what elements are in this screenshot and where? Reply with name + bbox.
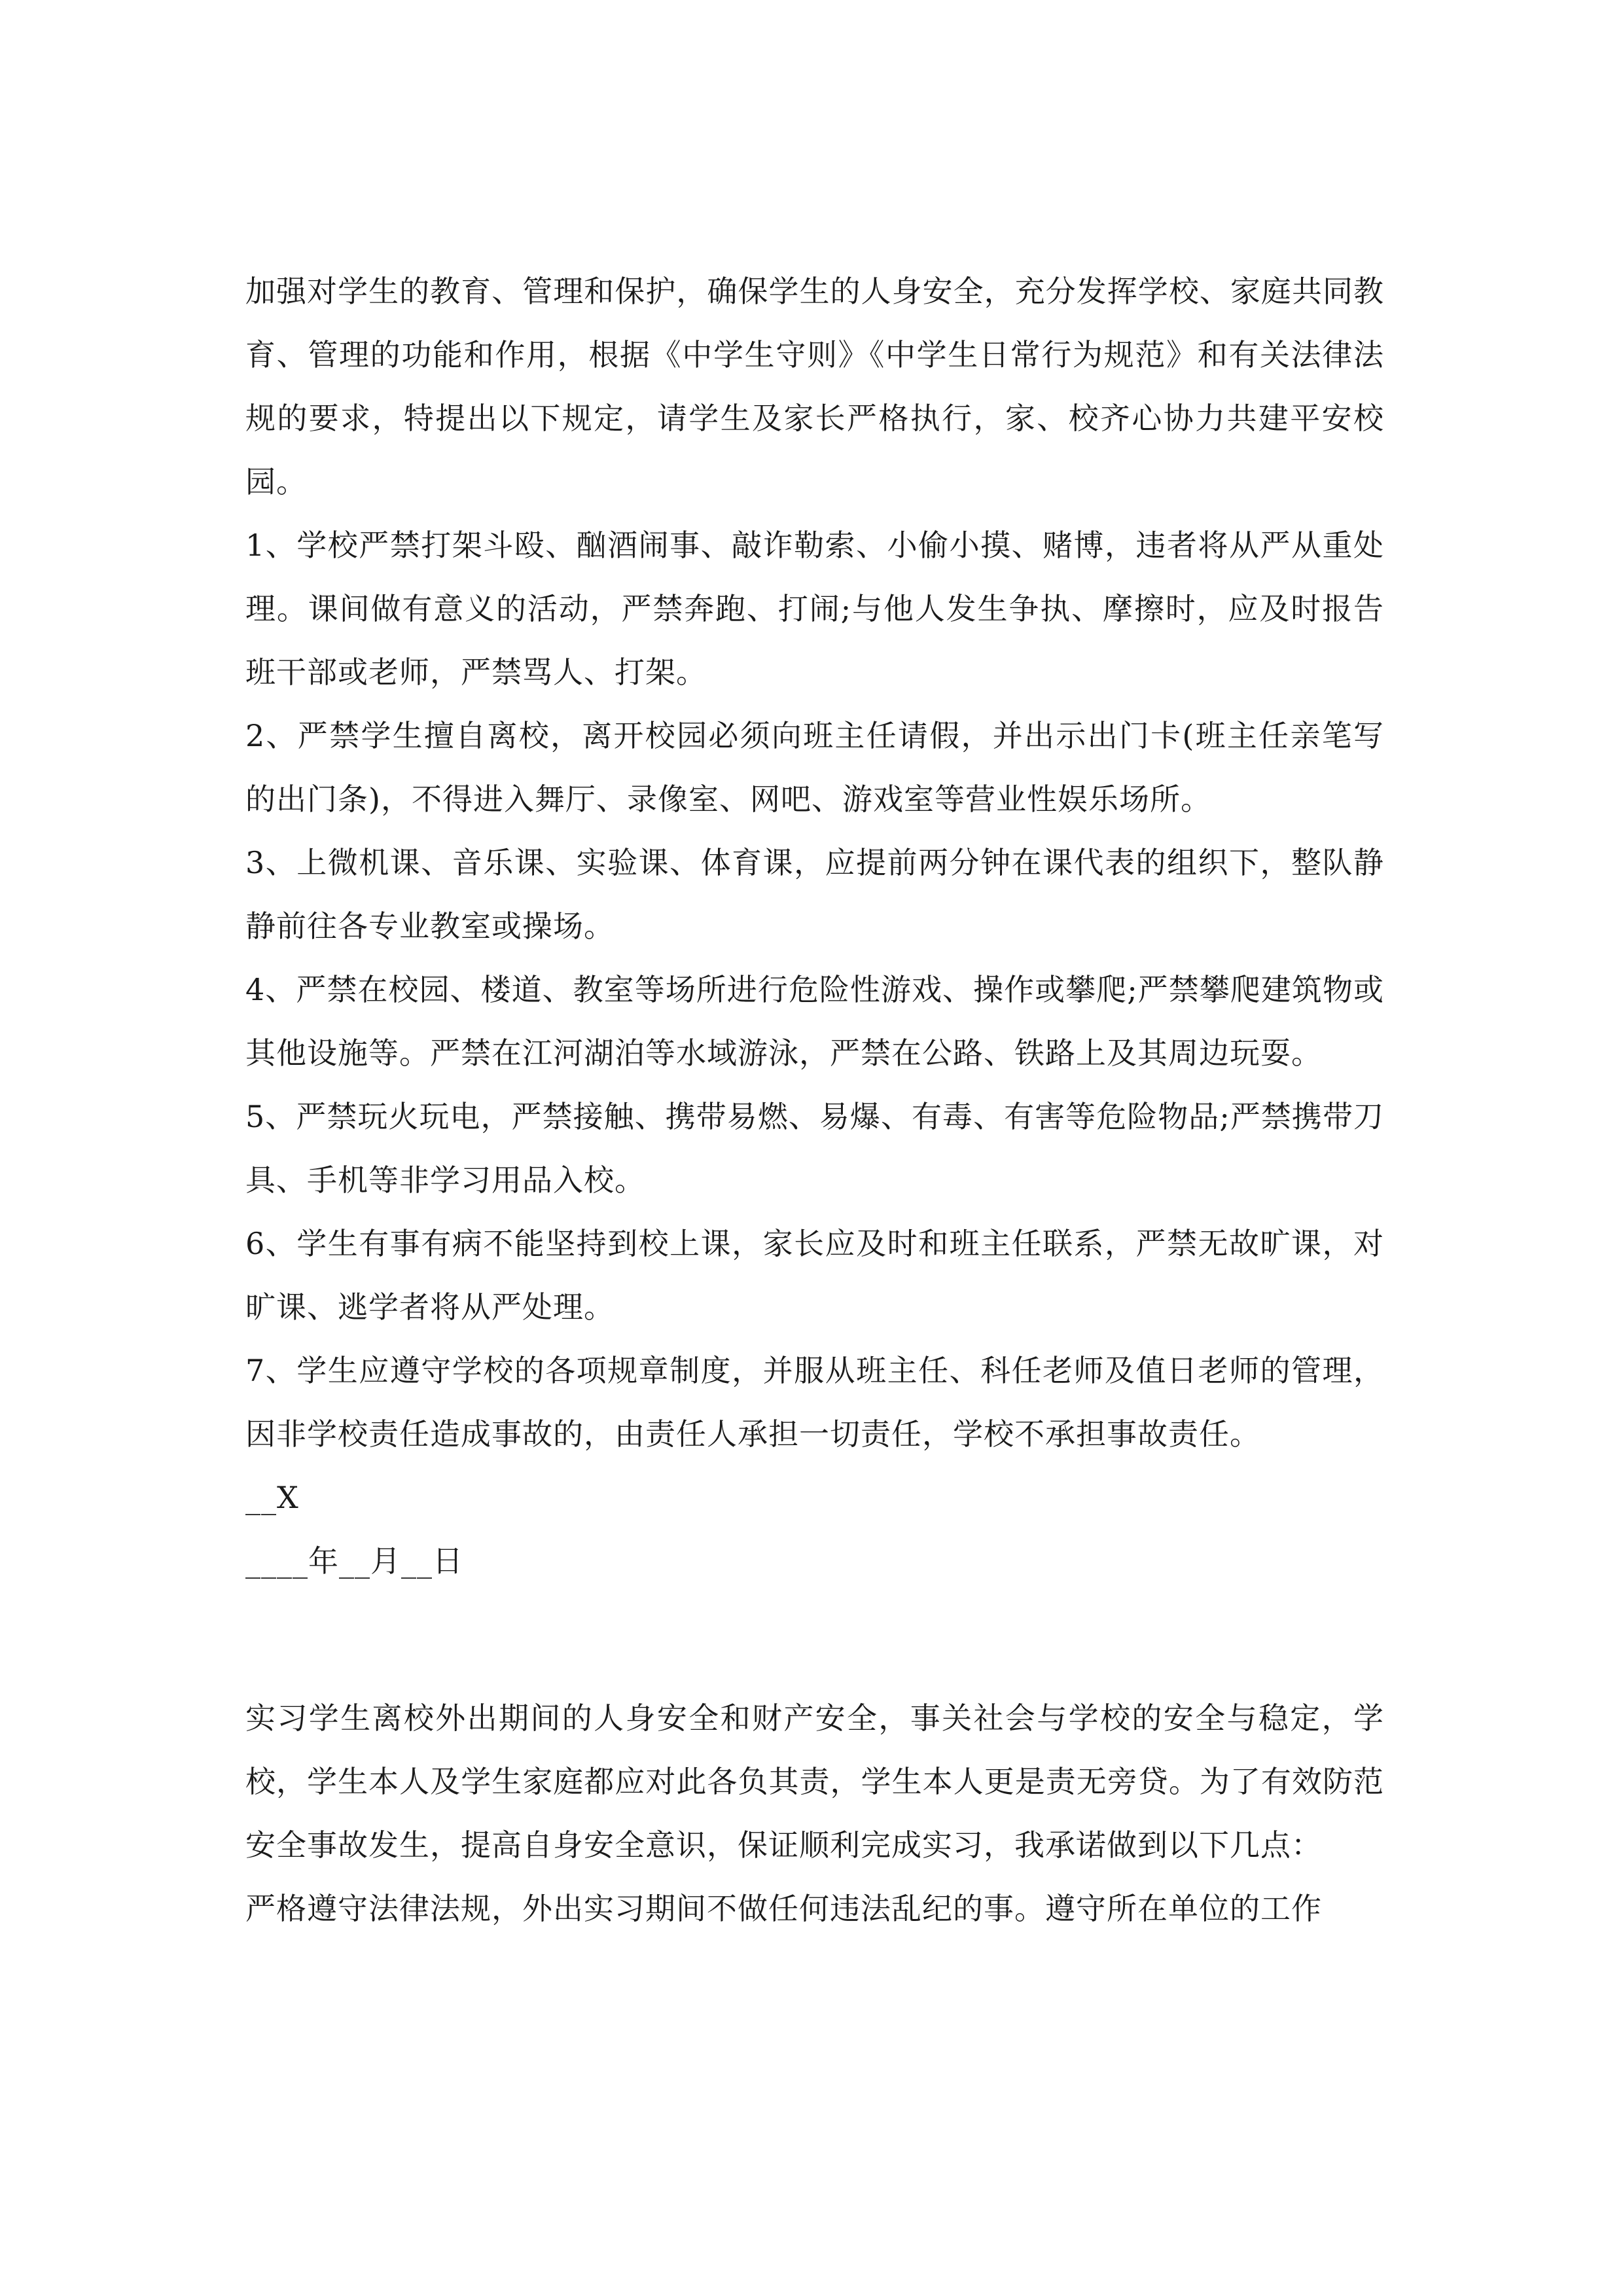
rule-1-paragraph: 1、学校严禁打架斗殴、酗酒闹事、敲诈勒索、小偷小摸、赌博，违者将从严从重处理。课间做有意义的活动，严禁奔跑、打闹;与他人发生争执、摩擦时，应及时报告班干部或老师，严禁骂人、打架。 [245,528,1384,690]
intro-paragraph: 加强对学生的教育、管理和保护，确保学生的人身安全，充分发挥学校、家庭共同教育、管理的功能和作用，根据《中学生守则》《中学生日常行为规范》和有关法律法规的要求，特提出以下规定，请学生及家长严格执行，家、校齐心协力共建平安校园。 [245,274,1384,499]
signature-line: __X [245,1480,299,1515]
rule-6-paragraph: 6、学生有事有病不能坚持到校上课，家长应及时和班主任联系，严禁无故旷课，对旷课、逃学者将从严处理。 [245,1226,1384,1325]
date-line: ____年__月__日 [245,1543,463,1579]
rule-3-paragraph: 3、上微机课、音乐课、实验课、体育课，应提前两分钟在课代表的组织下，整队静静前往各专业教室或操场。 [245,845,1384,944]
pledge-intro-paragraph: 实习学生离校外出期间的人身安全和财产安全，事关社会与学校的安全与稳定，学校，学生本人及学生家庭都应对此各负其责，学生本人更是责无旁贷。为了有效防范安全事故发生，提高自身安全意识，保证顺利完成实习，我承诺做到以下几点： [245,1700,1384,1863]
internship-pledge-section [245,1687,1384,1941]
rule-5-paragraph: 5、严禁玩火玩电，严禁接触、携带易燃、易爆、有毒、有害等危险物品;严禁携带刀具、手机等非学习用品入校。 [245,1099,1384,1198]
rule-4-paragraph: 4、严禁在校园、楼道、教室等场所进行危险性游戏、操作或攀爬;严禁攀爬建筑物或其他设施等。严禁在江河湖泊等水域游泳，严禁在公路、铁路上及其周边玩耍。 [245,972,1384,1071]
rule-2-paragraph: 2、严禁学生擅自离校，离开校园必须向班主任请假，并出示出门卡(班主任亲笔写的出门条)，不得进入舞厅、录像室、网吧、游戏室等营业性娱乐场所。 [245,718,1384,817]
pledge-item-paragraph: 严格遵守法律法规，外出实习期间不做任何违法乱纪的事。遵守所在单位的工作 [245,1891,1322,1926]
school-safety-rules-section [245,260,1384,1593]
rule-7-paragraph: 7、学生应遵守学校的各项规章制度，并服从班主任、科任老师及值日老师的管理，因非学校责任造成事故的，由责任人承担一切责任，学校不承担事故责任。 [245,1353,1384,1452]
